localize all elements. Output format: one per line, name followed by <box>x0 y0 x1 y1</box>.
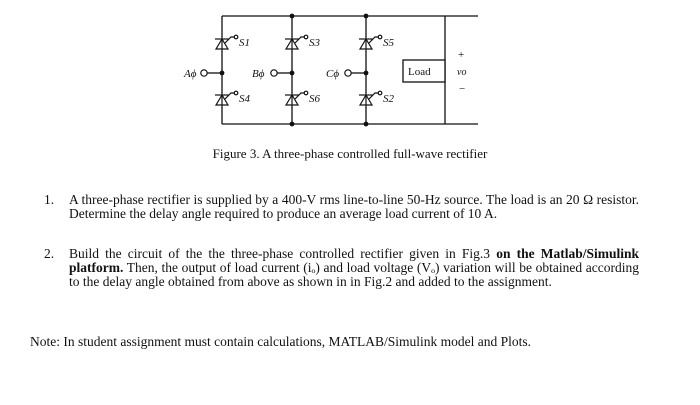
junction-dot <box>364 122 369 127</box>
switch-s6-label: S6 <box>309 93 320 105</box>
phase-b-terminal <box>271 70 277 76</box>
question-2-text-a: Build the circuit of the the three-phase controlled rectifier given in Fig.3 <box>69 246 491 261</box>
thyristor-s4-symbol <box>215 91 238 108</box>
load-label: Load <box>408 66 431 78</box>
switch-s4-label: S4 <box>239 93 250 105</box>
phase-b-label: Bϕ <box>252 68 265 80</box>
question-1-text: A three-phase rectifier is supplied by a 400-V rms line-to-line 50-Hz source. The load is an 20 Ω resistor. Determine the delay angle required to produce an average load current of 10 A. <box>69 192 639 221</box>
question-2-number: 2. <box>44 246 55 261</box>
junction-dot <box>290 71 295 76</box>
question-1-number: 1. <box>44 192 55 207</box>
output-minus-label: − <box>459 83 466 95</box>
junction-dot <box>364 14 369 19</box>
thyristor-s1-symbol <box>215 35 238 52</box>
output-plus-label: + <box>458 49 465 61</box>
question-2-text-b: Then, the output of load current (iₒ) and load voltage (Vₒ) variation will be obtained according to the delay angle obtained from above as shown in in Fig.2 and added to the assignment. <box>69 260 639 289</box>
question-1 <box>44 193 639 221</box>
phase-c-label: Cϕ <box>326 68 340 80</box>
switch-s2-label: S2 <box>383 93 394 105</box>
switch-s5-label: S5 <box>383 37 394 49</box>
phase-a-label: Aϕ <box>184 68 197 80</box>
figure-caption: Figure 3. A three-phase controlled full-wave rectifier <box>212 146 488 161</box>
output-voltage-label: vo <box>457 67 467 78</box>
question-2 <box>44 247 639 289</box>
junction-dot <box>290 122 295 127</box>
question-2-bold-text: on the Matlab/Simulink platform. <box>69 246 639 275</box>
thyristor-s2-symbol <box>359 91 382 108</box>
switch-s3-label: S3 <box>309 37 320 49</box>
thyristor-s5-symbol <box>359 35 382 52</box>
switch-s1-label: S1 <box>239 37 250 49</box>
assignment-note: Note: In student assignment must contain calculations, MATLAB/Simulink model and Plots. <box>30 334 531 349</box>
question-2-text <box>69 247 639 289</box>
phase-a-terminal <box>201 70 207 76</box>
thyristor-s3-symbol <box>285 35 308 52</box>
rectifier-circuit-diagram <box>0 0 700 145</box>
junction-dot <box>364 71 369 76</box>
junction-dot <box>290 14 295 19</box>
phase-c-terminal <box>345 70 351 76</box>
thyristor-s6-symbol <box>285 91 308 108</box>
junction-dot <box>220 71 225 76</box>
